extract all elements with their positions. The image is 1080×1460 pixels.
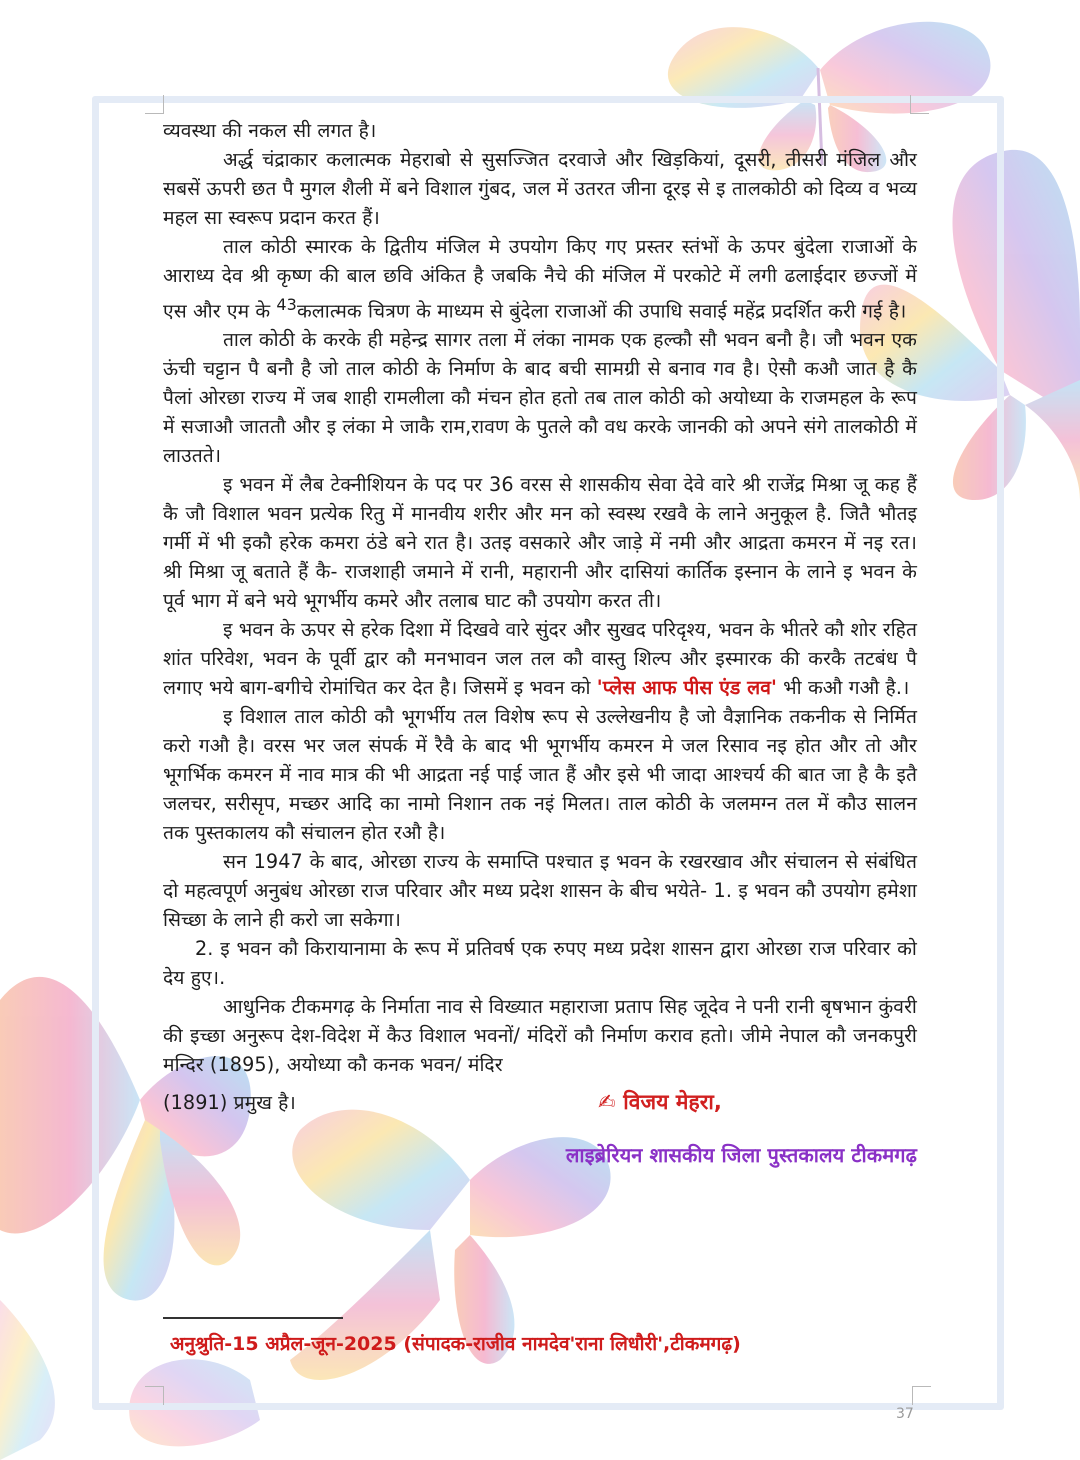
paragraph-6: इ विशाल ताल कोठी कौ भूगर्भीय तल विशेष रूप से उल्लेखनीय है जो वैज्ञानिक तकनीक से निर्मित करो गऔ है। वरस भर जल संपर्क में रैवै के बाद भी भूगर्भीय कमरन मे जल रिसाव नइ होत और तो और भूगर्भिक कमरन में नाव मात्र की भी आद्रता नई पाई जात हैं और इसे भी जादा आश्चर्य की बात जा है कै इतै जलचर, सरीसृप, मच्छर आदि का नामो निशान तक नइं मिलत। ताल कोठी के जलमग्न तल में कौउ सालन तक पुस्तकालय कौ संचालन होत रऔ है।: [163, 705, 917, 845]
footer-citation: अनुश्रुति-15 अप्रैल-जून-2025 (संपादक-राजीव नामदेव'राना लिधौरी',टीकमगढ़): [170, 1333, 741, 1355]
paragraph-3: ताल कोठी के करके ही महेन्द्र सागर तला में लंका नामक एक हल्कौ सौ भवन बनौ है। जौ भवन एक ऊंची चट्टान पै बनौ है जो ताल कोठी के निर्माण के बाद बची सामग्री से बनाव गव है। ऐसौ कऔ जात है कै पैलां ओरछा राज्य में जब शाही रामलीला कौ मंचन होत हतो तब ताल कोठी को अयोध्या के राजमहल के रूप में सजाऔ जाततौ और इ लंका मे जाकै राम,रावण के पुतले कौ वध करके जानकी को अपने संगे तालकोठी में लाउतते।: [163, 328, 917, 468]
highlight-phrase: 'प्लेस आफ पीस एंड लव': [596, 676, 777, 700]
closing-text: (1891) प्रमुख है।: [163, 1091, 296, 1115]
pen-icon: ✍: [598, 1090, 616, 1115]
paragraph-5: [163, 615, 917, 702]
footer-rule: [163, 1317, 343, 1319]
author-name: विजय मेहरा,: [623, 1090, 722, 1115]
paragraph-5-text: इ भवन के ऊपर से हरेक दिशा में दिखवे वारे सुंदर और सुखद परिदृश्य, भवन के भीतरे कौ शोर रहित शांत परिवेश, भवन के पूर्वी द्वार कौ मनभावन जल तल कौ वास्तु शिल्प और इस्मारक की करकै तटबंध पै लगाए भये बाग-बगीचे रोमांचित कर देत है। जिसमें इ भवन को: [163, 618, 917, 700]
crop-mark-bottom-left: [145, 1386, 164, 1405]
page-number: 37: [896, 1406, 914, 1422]
intro-line: व्यवस्था की नकल सी लगत है।: [163, 119, 377, 142]
paragraph-9: आधुनिक टीकमगढ़ के निर्माता नाव से विख्यात महाराजा प्रताप सिह जूदेव ने पनी रानी बृषभान कुंवरी की इच्छा अनुरूप देश-विदेश में कैउ विशाल भवनों/ मंदिरों कौ निर्माण कराव हतो। जीमे नेपाल कौ जनकपुरी मन्दिर (1895), अयोध्या कौ कनक भवन/ मंदिर: [163, 995, 917, 1077]
crop-mark-top-right: [910, 95, 929, 114]
author-designation: लाइब्रेरियन शासकीय जिला पुस्तकालय टीकमगढ़: [565, 1143, 917, 1168]
closing-row: [163, 1088, 917, 1117]
crop-mark-bottom-right: [912, 1386, 931, 1405]
paragraph-1: अर्द्ध चंद्राकार कलात्मक मेहराबो से सुसज्जित दरवाजे और खिड़कियां, दूसरी, तीसरी मंजिल और सबसें ऊपरी छत पै मुगल शैली में बने विशाल गुंबद, जल में उतरत जीना दूरइ से इ तालकोठी को दिव्य व भव्य महल सा स्वरूप प्रदान करत हैं।: [163, 148, 917, 229]
paragraph-7: सन 1947 के बाद, ओरछा राज्य के समाप्ति पश्चात इ भवन के रखरखाव और संचालन से संबंधित दो महत्वपूर्ण अनुबंध ओरछा राज परिवार और मध्य प्रदेश शासन के बीच भयेते- 1. इ भवन कौ उपयोग हमेशा सिच्छा के लाने ही करो जा सकेगा।: [163, 850, 917, 932]
paragraph-5-text-cont: भी कऔ गऔ है.।: [776, 676, 910, 700]
paragraph-4: इ भवन में लैब टेक्नीशियन के पद पर 36 वरस से शासकीय सेवा देवे वारे श्री राजेंद्र मिश्रा जू कह हैं कै जौ विशाल भवन प्रत्येक रितु में मानवीय शरीर और मन को स्वस्थ रखवै के लाने अनुकूल है. जितै भौतइ गर्मी में भी इकौ हरेक कमरा ठंडे बने रात है। उतइ वसकारे और जाड़े में नमी और आद्रता कमरन में नइ रत। श्री मिश्रा जू बताते हैं कै- राजशाही जमाने में रानी, महारानी और दासियां कार्तिक इस्नान के लाने इ भवन के पूर्व भाग में बने भये भूगर्भीय कमरे और तलाब घाट कौ उपयोग करत ती।: [163, 473, 917, 613]
article-body: [163, 116, 917, 1170]
footnote-marker: 43: [276, 295, 297, 314]
paragraph-2-text: ताल कोठी स्मारक के द्वितीय मंजिल मे उपयोग किए गए प्रस्तर स्तंभों के ऊपर बुंदेला राजाओं के आराध्य देव श्री कृष्ण की बाल छवि अंकित है जबकि नैचे की मंजिल में परकोटे में लगी ढलाईदार छज्जों में एस और एम के: [163, 235, 917, 323]
author-signature: [598, 1088, 722, 1117]
crop-mark-top-left: [145, 95, 164, 114]
paragraph-8: 2. इ भवन कौ किरायानामा के रूप में प्रतिवर्ष एक रुपए मध्य प्रदेश शासन द्वारा ओरछा राज परिवार को देय हुए।.: [163, 937, 917, 990]
paragraph-2: [163, 232, 917, 325]
paragraph-2-text-cont: कलात्मक चित्रण के माध्यम से बुंदेला राजाओं की उपाधि सवाई महेंद्र प्रदर्शित करी गई है।: [296, 299, 907, 323]
